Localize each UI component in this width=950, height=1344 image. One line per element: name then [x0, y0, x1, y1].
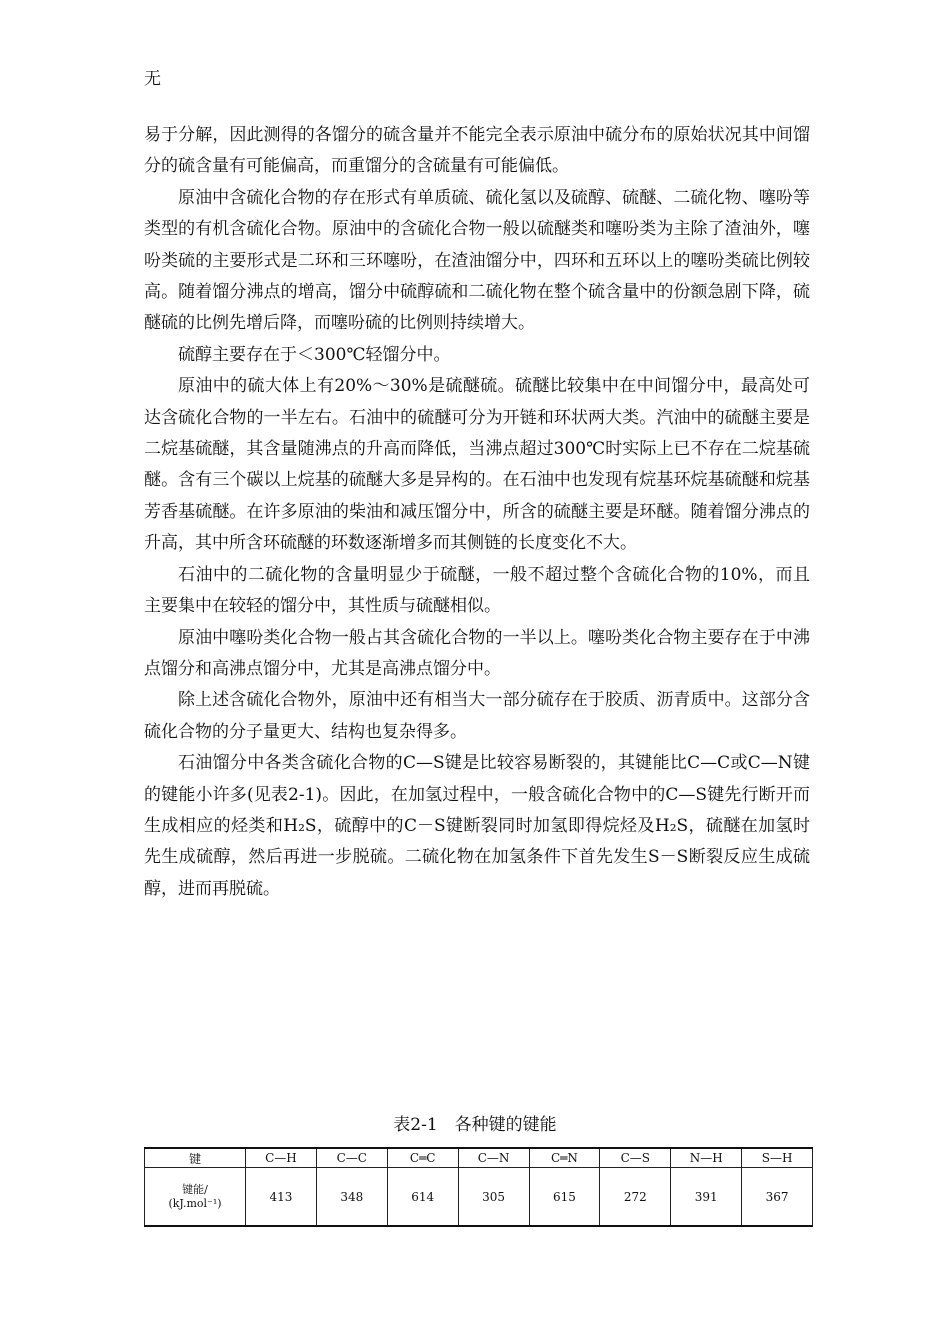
- paragraph: 原油中含硫化合物的存在形式有单质硫、硫化氢以及硫醇、硫醚、二硫化物、噻吩等类型的有机含硫化合物。原油中的含硫化合物一般以硫醚类和噻吩类为主除了渣油外，噻吩类硫的主要形式是二环和三环噻吩，在渣油馏分中，四环和五环以上的噻吩类硫比例较高。随着馏分沸点的增高，馏分中硫醇硫和二硫化物在整个硫含量中的份额急剧下降，硫醚硫的比例先增后降，而噻吩硫的比例则持续增大。: [144, 187, 810, 334]
- row-label-cell: [145, 1168, 246, 1227]
- table-row: [145, 1168, 813, 1227]
- bond-cell: N—H: [671, 1148, 742, 1168]
- bond-cell: C—N: [458, 1148, 529, 1168]
- value-cell: 614: [387, 1168, 458, 1227]
- bond-cell: C—C: [316, 1148, 387, 1168]
- table-header-row: [145, 1148, 813, 1168]
- bond-cell: C═N: [529, 1148, 600, 1168]
- bond-cell: C—H: [246, 1148, 317, 1168]
- paragraph: 石油馏分中各类含硫化合物的C—S键是比较容易断裂的，其键能比C—C或C—N键的键能小许多(见表2-1)。因此，在加氢过程中，一般含硫化合物中的C—S键先行断开而生成相应的烃类和H₂S，硫醇中的C－S键断裂同时加氢即得烷烃及H₂S，硫醚在加氢时先生成硫醇，然后再进一步脱硫。二硫化物在加氢条件下首先发生S－S断裂反应生成硫醇，进而再脱硫。: [144, 753, 810, 899]
- value-cell: 391: [671, 1168, 742, 1227]
- bond-cell: C—S: [600, 1148, 671, 1168]
- value-cell: 305: [458, 1168, 529, 1227]
- value-cell: 367: [742, 1168, 813, 1227]
- value-cell: 615: [529, 1168, 600, 1227]
- table-header-cell: 键: [145, 1148, 246, 1168]
- value-cell: 348: [316, 1168, 387, 1227]
- table-caption: 表2-1 各种键的键能: [393, 1115, 557, 1135]
- row-label: 键能/: [182, 1182, 208, 1196]
- paragraph: 除上述含硫化合物外，原油中还有相当大一部分硫存在于胶质、沥青质中。这部分含硫化合物的分子量更大、结构也复杂得多。: [144, 690, 810, 742]
- body-text: [144, 120, 810, 905]
- value-cell: 413: [246, 1168, 317, 1227]
- bond-cell: S—H: [742, 1148, 813, 1168]
- bond-cell: C═C: [387, 1148, 458, 1168]
- bond-energy-table: [144, 1147, 813, 1227]
- row-unit: (kJ.mol⁻¹): [168, 1196, 222, 1210]
- paragraph: 石油中的二硫化物的含量明显少于硫醚，一般不超过整个含硫化合物的10%，而且主要集中在较轻的馏分中，其性质与硫醚相似。: [144, 564, 810, 617]
- page-header: 无: [144, 69, 161, 89]
- value-cell: 272: [600, 1168, 671, 1227]
- paragraph: 原油中噻吩类化合物一般占其含硫化合物的一半以上。噻吩类化合物主要存在于中沸点馏分和高沸点馏分中，尤其是高沸点馏分中。: [144, 627, 810, 679]
- paragraph: 原油中的硫大体上有20%～30%是硫醚硫。硫醚比较集中在中间馏分中，最高处可达含硫化合物的一半左右。石油中的硫醚可分为开链和环状两大类。汽油中的硫醚主要是二烷基硫醚，其含量随沸点的升高而降低，当沸点超过300℃时实际上已不存在二烷基硫醚。含有三个碳以上烷基的硫醚大多是异构的。在石油中也发现有烷基环烷基硫醚和烷基芳香基硫醚。在许多原油的柴油和减压馏分中，所含的硫醚主要是环醚。随着馏分沸点的升高，其中所含环硫醚的环数逐渐增多而其侧链的长度变化不大。: [144, 376, 810, 554]
- paragraph: 易于分解，因此测得的各馏分的硫含量并不能完全表示原油中硫分布的原始状况其中间馏分的硫含量有可能偏高，而重馏分的含硫量有可能偏低。: [144, 125, 810, 177]
- paragraph: 硫醇主要存在于＜300℃轻馏分中。: [178, 344, 451, 365]
